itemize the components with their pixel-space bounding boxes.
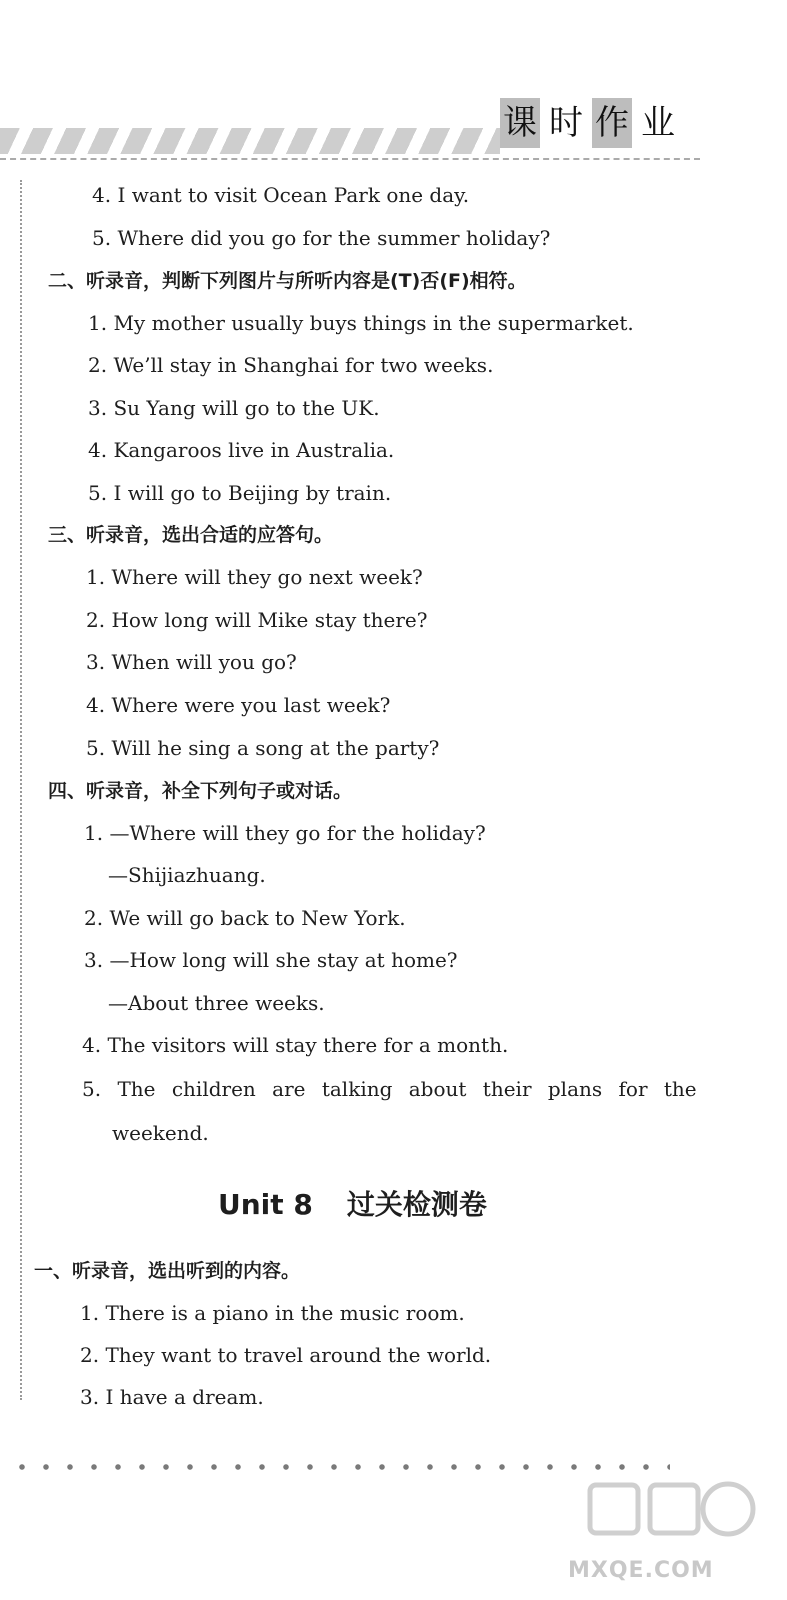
list-item: 2. They want to travel around the world. — [80, 1343, 492, 1367]
unit-name: 过关检测卷 — [346, 1188, 487, 1221]
unit-label: Unit 8 — [218, 1188, 313, 1221]
header-rule — [0, 158, 700, 160]
watermark-text: MXQE.COM — [568, 1558, 714, 1583]
list-item: 2. How long will Mike stay there? — [86, 608, 428, 632]
list-item: 4. I want to visit Ocean Park one day. — [92, 183, 470, 207]
header-dash-band — [0, 128, 500, 154]
header-title — [500, 98, 678, 148]
list-item: 1. There is a piano in the music room. — [80, 1301, 465, 1325]
list-item: 5. I will go to Beijing by train. — [88, 481, 392, 505]
header-char: 时 — [549, 103, 583, 143]
list-item: —Shijiazhuang. — [108, 863, 266, 887]
section-heading: 四、听录音，补全下列句子或对话。 — [48, 780, 353, 802]
list-item: 5. Will he sing a song at the party? — [86, 736, 440, 760]
left-margin-rule — [20, 180, 22, 1400]
list-item: 1. Where will they go next week? — [86, 565, 423, 589]
list-item: 3. When will you go? — [86, 650, 297, 674]
list-item: 2. We will go back to New York. — [84, 906, 406, 930]
list-item: —About three weeks. — [108, 991, 325, 1015]
list-item: 1. My mother usually buys things in the supermarket. — [88, 311, 634, 335]
section-heading: 三、听录音，选出合适的应答句。 — [48, 524, 334, 546]
list-item: 1. —Where will they go for the holiday? — [84, 821, 486, 845]
list-item: 2. We’ll stay in Shanghai for two weeks. — [88, 353, 494, 377]
header-char: 作 — [592, 98, 632, 148]
list-item: 3. Su Yang will go to the UK. — [88, 396, 380, 420]
list-item: 3. I have a dream. — [80, 1385, 264, 1409]
list-item: 4. Where were you last week? — [86, 693, 391, 717]
watermark — [560, 1460, 760, 1590]
list-item: 5. Where did you go for the summer holiday? — [92, 226, 551, 250]
header-char: 课 — [500, 98, 540, 148]
section-heading: 二、听录音，判断下列图片与所听内容是(T)否(F)相符。 — [48, 270, 527, 292]
list-item: 3. —How long will she stay at home? — [84, 948, 458, 972]
watermark-logo-icon — [560, 1460, 760, 1560]
list-item: 4. Kangaroos live in Australia. — [88, 438, 395, 462]
section-heading: 一、听录音，选出听到的内容。 — [34, 1260, 301, 1282]
header-char: 业 — [641, 103, 675, 143]
list-item: 5. The children are talking about their plans for the — [82, 1077, 697, 1101]
list-item: weekend. — [112, 1121, 209, 1145]
list-item: 4. The visitors will stay there for a month. — [82, 1033, 509, 1057]
unit-title — [218, 1183, 487, 1223]
